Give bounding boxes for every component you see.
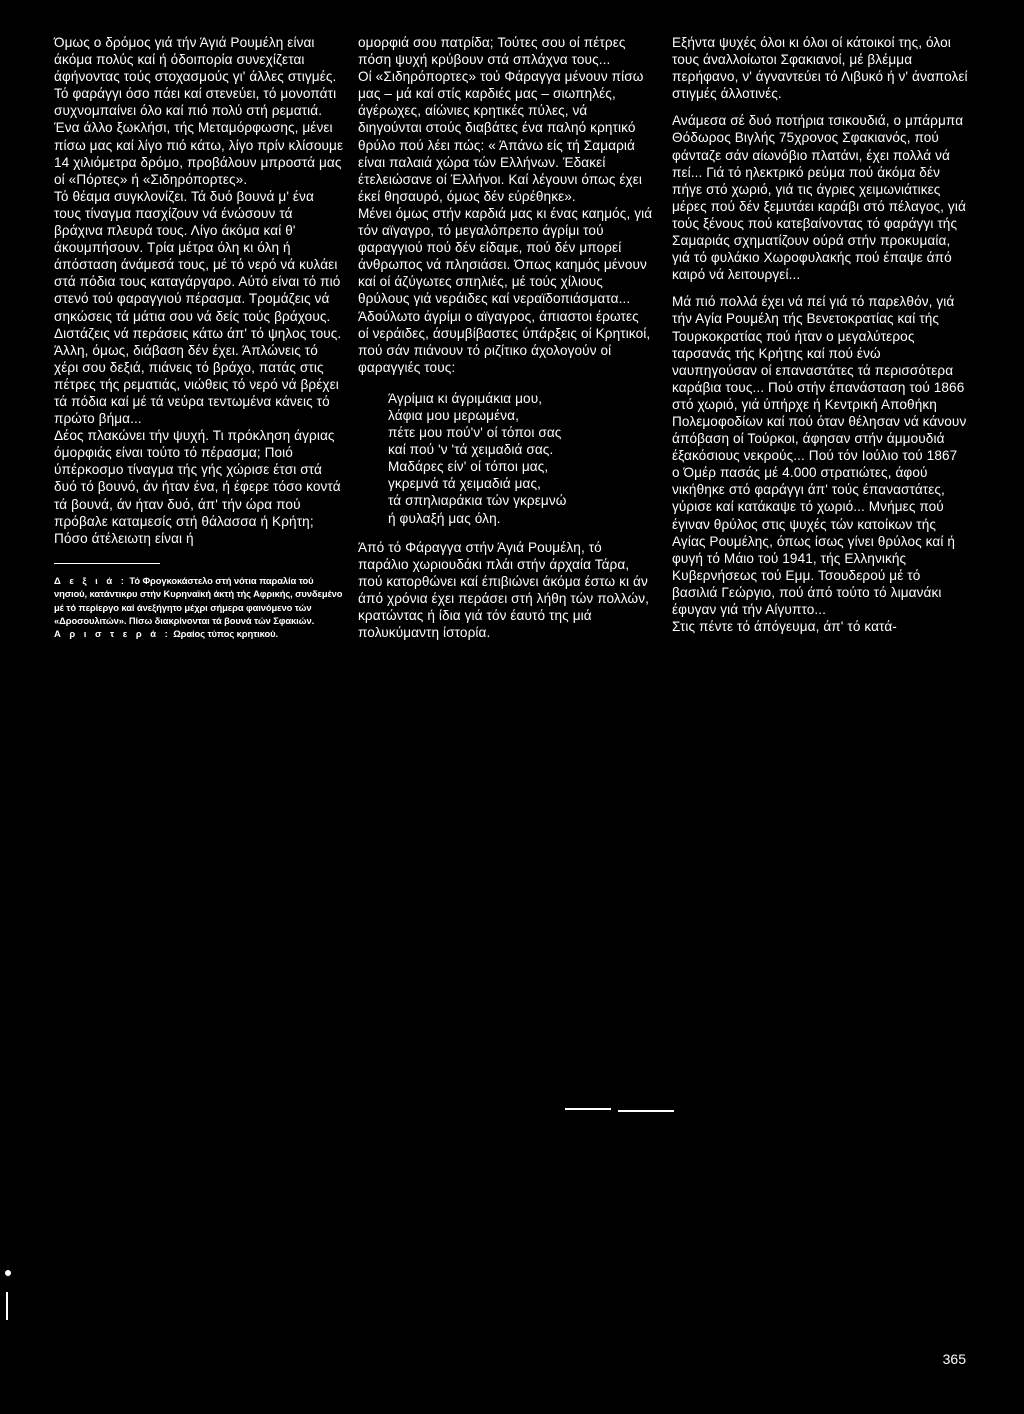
poem-line: λάφια μου μερωμένα, [388, 407, 519, 423]
paragraph: Οί «Σιδηρόπορτες» τού Φάραγγα μένουν πίσω μας – μά καί στίς καρδιές μας – σιωπηλές, άγέρωχες, αίώνιες κρητικές πύλες, νά διηγούνται στούς διαβάτες ένα παληό κρητικό θρύλο πού λέει πώς: « Άπάνω είς τή Σαμαριά είναι παλαιά χώρα τών Ελλήνων. Έδακεί έτελειώσανε οί Έλλήνοι. Καί λέγουνι όπως έχει έκεί θησαυρό, όμως δέν εύρέθηκε». [358, 69, 644, 204]
caption-divider [54, 563, 160, 564]
poem-line: Μαδάρες είν' οί τόποι μας, [388, 459, 549, 475]
poem-line: καί πού 'ν 'τά χειμαδιά σας. [388, 442, 554, 458]
page-number: 365 [942, 1351, 966, 1367]
paragraph: Μένει όμως στήν καρδιά μας κι ένας καημός, γιά τόν αϊγαγρο, τό μεγαλόπρεπο άγρίμι τού φαραγγιού πού δέν είδαμε, πού δέν μπορεί άνθρωπος νά πλησιάσει. Όπως καημός μένουν καί οί άζύγωτες σπηλιές, μέ τούς χίλιους θρύλους γιά νεράιδες καί νεραϊδοπιάσματα... Άδούλωτο άγρίμι ο αϊγαγρος, άπιαστοι έρωτες οί νεράιδες, άσυμβίβαστες ύπάρξεις οί Κρητικοί, πού σάν πιάνουν τό ριζίτικο άχολογούν οί φαραγγιές τους: [358, 205, 653, 375]
paragraph: Ανάμεσα σέ δυό ποτήρια τσικουδιά, ο μπάρμπα Θόδωρος Βιγλής 75χρονος Σφακιανός, πού φάνταζε σάν αίωνόβιο πλατάνι, έχει πολλά νά πεί... Γιά τό ηλεκτρικό ρεύμα πού άκόμα δέν πήγε στό χωριό, γιά τις άγριες χειμωνιάτικες μέρες πού δέν ξεμυτάει καράβι στό πέλαγος, γιά τούς ξένους πού κατεβαίνοντας τό φαράγγι τής Σαμαριάς σχηματίζουν ούρά στήν προκυμαία, γιά τό φυλάκιο Χωροφυλακής πού έπαψε άπό καιρό νά λειτουργεί... [672, 113, 966, 283]
paragraph: ομορφιά σου πατρίδα; Τούτες σου οί πέτρες πόση ψυχή κρύβουν στά σπλάχνα τους... [358, 35, 626, 68]
scan-artifact-line [618, 1110, 674, 1112]
paragraph: Άπό τό Φάραγγα στήν Άγιά Ρουμέλη, τό παράλιο χωριουδάκι πλάι στήν άρχαία Τάρα, πού κατορθώνει καί έπιβιώνει άκόμα έστω κι άν άπό χρόνια έχει περάσει στή λήθη τών πολλών, κρατώντας ή ίδια γιά τόν έαυτό της μιά πολυκύμαντη ίστορία. [358, 539, 649, 641]
column-middle [358, 34, 653, 641]
poem-line: γκρεμνά τά χειμαδιά μας, [388, 476, 542, 492]
margin-bar [6, 1292, 8, 1320]
column-right [672, 34, 968, 635]
caption-label-left: Α ρ ι σ τ ε ρ ά : [54, 628, 171, 640]
photo-caption [54, 574, 344, 641]
column-left [54, 34, 344, 641]
paragraph: Δέος πλακώνει τήν ψυχή. Τι πρόκληση άγριας όμορφιάς είναι τούτο τό πέρασμα; Ποιό ύπέρκοσμο τίναγμα τής γής χώρισε έτσι στά δυό τό βουνό, άν ήταν ένα, ή έφερε τόσο κοντά τά βουνά, άν ήταν δυό, άπ' τήν ώρα πού πρόβαλε καταμεσίς στή θάλασσα ή Κρήτη; Πόσο άτέλειωτη είναι ή [54, 428, 341, 546]
scan-artifact-line [565, 1108, 611, 1110]
poem-line: τά σπηλιαράκια τών γκρεμνώ [388, 493, 567, 509]
paragraph: Τό θέαμα συγκλονίζει. Τά δυό βουνά μ' ένα τους τίναγμα πασχίζουν νά ένώσουν τά βράχινα πλευρά τους. Λίγο άκόμα καί θ' άκουμπήσουν. Τρία μέτρα όλη κι όλη ή άπόσταση άνάμεσά τους, μέ τό νερό νά κυλάει στά πόδια τους καταγάργαρο. Αύτό είναι τό πιό στενό τού φαραγγιού πέρασμα. Τρομάζεις νά σηκώσεις τά μάτια σου νά δείς τούς βράχους. Διστάζεις νά περάσεις κάτω άπ' τό ψηλος τους. Άλλη, όμως, διάβαση δέν έχει. Άπλώνεις τό χέρι σου δεξιά, πιάνεις τό βράχο, πατάς στις πέτρες τής ρεματιάς, νιώθεις τό νερό νά βρέχει τά πόδια καί μέ τά νεύρα τεντωμένα κάνεις τό πρώτο βήμα... [54, 188, 342, 427]
poem [388, 390, 653, 527]
paragraph: Όμως ο δρόμος γιά τήν Άγιά Ρουμέλη είναι άκόμα πολύς καί ή όδοιπορία συνεχίζεται άφήνοντας τούς στοχασμούς γι' άλλες στιγμές. Τό φαράγγι όσο πάει καί στενεύει, τό μονοπάτι συχνομπαίνει όλο καί πιό πολύ στή ρεματιά. Ένα άλλο ξωκλήσι, τής Μεταμόρφωσης, μένει πίσω μας καί λίγο πιό κάτω, λίγο πρίν κλίσουμε 14 χιλιόμετρα δρόμο, προβάλουν μπροστά μας οί «Πόρτες» ή «Σιδηρόπορτες». [54, 35, 344, 187]
paragraph: Μά πιό πολλά έχει νά πεί γιά τό παρελθόν, γιά τήν Αγία Ρουμέλη τής Βενετοκρατίας καί τής Τουρκοκρατίας πού ήταν ο μεγαλύτερος ταρσανάς τής Κρήτης καί πού ένώ ναυπηγούσαν οί επαναστάτες τά περισσότερα καράβια τους... Πού στήν έπανάσταση τού 1866 στό χωριό, γιά ύπήρχε ή Κεντρική Αποθήκη Πολεμοφοδίων καί πού όταν θέλησαν νά κάνουν άπόβαση οί Τούρκοι, άφησαν στήν άμμουδιά έξακόσιους νεκρούς... Πού τόν Ιούλιο τού 1867 ο Όμέρ πασάς μέ 4.000 στρατιώτες, άφού νικήθηκε στό φαράγγι άπ' τούς έπαναστάτες, γύρισε καί κατάκαψε τό χωριό... Μνήμες πού έγιναν θρύλος στις ψυχές τών κατοίκων τής Αγίας Ρουμέλης, όπως ίσως γίνει θρύλος καί ή φυγή τό Μάιο τού 1941, τής Ελληνικής Κυβερνήσεως τού Εμμ. Τσουδερού μέ τό βασιλιά Γεώργιο, πού άπό τούτο τό λιμανάκι έφυγαν γιά τήν Αίγυπτο... [672, 294, 967, 617]
caption-text-right: Τό Φρογκοκάστελο στή νότια παραλία τού νησιού, κατάντικρυ στήν Κυρηναϊκή άκτή τής Αφρικής, συνδεμένο μέ τό περίεργο καί άνεξήγητο μέχρι σήμερα φαινόμενο τών «Δροσουλιτών». Πίσω διακρίνονται τά βουνά τών Σφακιών. [54, 574, 343, 627]
caption-label-right: Δ ε ξ ι ά : [54, 574, 127, 586]
margin-mark [5, 1270, 11, 1276]
paragraph: Εξήντα ψυχές όλοι κι όλοι οί κάτοικοί της, όλοι τους άναλλοίωτοι Σφακιανοί, μέ βλέμμα περήφανο, ν' άγναντεύει τό Λιβυκό ή ν' άναπολεί στιγμές άλλοτινές. [672, 35, 968, 102]
poem-line: ή φυλαξή μας όλη. [388, 510, 501, 526]
paragraph: Στις πέντε τό άπόγευμα, άπ' τό κατά- [672, 619, 897, 635]
caption-text-left: Ωραίος τύπος κρητικού. [173, 628, 278, 640]
poem-line: πέτε μου πού'ν' οί τόποι σας [388, 425, 562, 441]
poem-line: Άγρίμια κι άγριμάκια μου, [388, 390, 543, 406]
